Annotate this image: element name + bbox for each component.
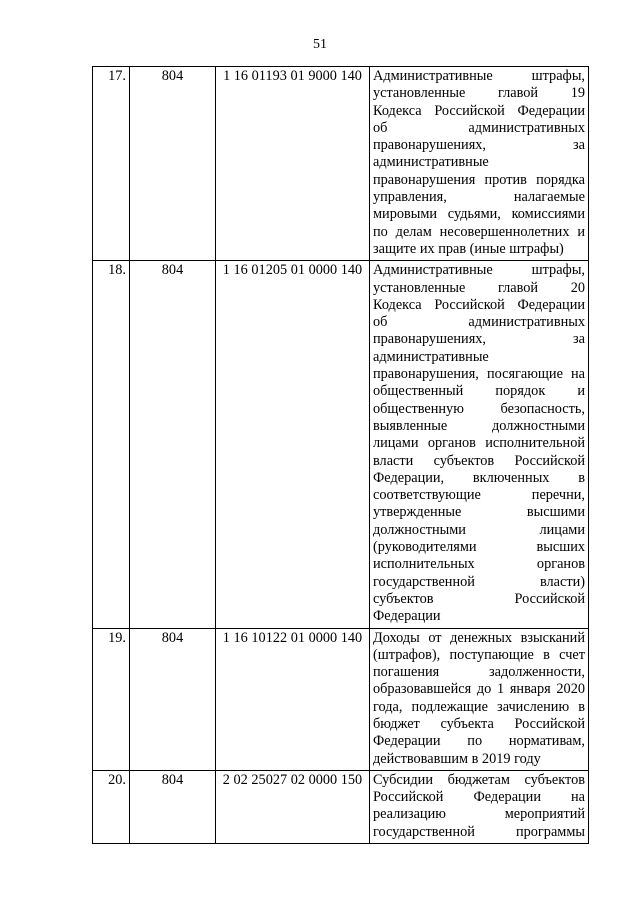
- row-number-cell: 20.: [93, 770, 130, 843]
- admin-code-cell: 804: [130, 261, 216, 628]
- description-line: об административных: [373, 314, 585, 331]
- description-line: защите их прав (иные штрафы): [373, 240, 564, 257]
- description-line: общественную безопасность,: [373, 400, 585, 417]
- description-line: управления, налагаемые: [373, 189, 585, 206]
- description-line: административные: [373, 154, 489, 171]
- description-line: мировыми судьями, комиссиями: [373, 206, 585, 223]
- description-line: государственной власти): [373, 573, 585, 590]
- description-line: правонарушениях, за: [373, 137, 585, 154]
- admin-code-cell: 804: [130, 628, 216, 770]
- table-row: [93, 770, 589, 843]
- description-line: власти субъектов Российской: [373, 452, 585, 469]
- page-number: 51: [313, 37, 327, 52]
- description-line: правонарушения против порядка: [373, 171, 585, 188]
- description-line: общественный порядок и: [373, 383, 585, 400]
- row-number-cell: 19.: [93, 628, 130, 770]
- description-line: реализацию мероприятий: [373, 806, 585, 823]
- admin-code-cell: 804: [130, 67, 216, 261]
- admin-code-cell: 804: [130, 770, 216, 843]
- description-line: государственной программы: [373, 823, 585, 840]
- description-line: об административных: [373, 119, 585, 136]
- budget-code-cell: 1 16 01205 01 0000 140: [216, 261, 370, 628]
- description-line: года, подлежащие зачислению в: [373, 698, 585, 715]
- table-row: [93, 261, 589, 628]
- description-line: установленные главой 20: [373, 279, 585, 296]
- table-row: [93, 628, 589, 770]
- description-line: правонарушения, посягающие на: [373, 366, 585, 383]
- description-cell: [370, 770, 589, 843]
- budget-code-cell: 2 02 25027 02 0000 150: [216, 770, 370, 843]
- description-line: образовавшейся до 1 января 2020: [373, 681, 585, 698]
- description-line: Федерации по нормативам,: [373, 733, 585, 750]
- budget-code-cell: 1 16 01193 01 9000 140: [216, 67, 370, 261]
- row-number-cell: 17.: [93, 67, 130, 261]
- table-body: [93, 67, 589, 844]
- description-line: Федерации: [373, 608, 441, 625]
- description-line: лицами органов исполнительной: [373, 435, 585, 452]
- description-line: Кодекса Российской Федерации: [373, 102, 585, 119]
- row-number-cell: 18.: [93, 261, 130, 628]
- description-line: Федерации, включенных в: [373, 469, 585, 486]
- description-line: Административные штрафы,: [373, 262, 585, 279]
- description-line: действовавшим в 2019 году: [373, 750, 541, 767]
- description-line: правонарушениях, за: [373, 331, 585, 348]
- description-line: (руководителями высших: [373, 539, 585, 556]
- description-line: выявленные должностными: [373, 417, 585, 434]
- description-line: должностными лицами: [373, 521, 585, 538]
- description-line: (штрафов), поступающие в счет: [373, 646, 585, 663]
- description-line: Доходы от денежных взысканий: [373, 629, 585, 646]
- description-line: погашения задолженности,: [373, 664, 585, 681]
- description-line: бюджет субъекта Российской: [373, 715, 585, 732]
- income-codes-table: [92, 66, 589, 844]
- description-line: по делам несовершеннолетних и: [373, 223, 585, 240]
- description-line: исполнительных органов: [373, 556, 585, 573]
- description-line: Административные штрафы,: [373, 68, 585, 84]
- description-cell: [370, 261, 589, 628]
- description-line: Субсидии бюджетам субъектов: [373, 771, 585, 788]
- description-line: соответствующие перечни,: [373, 487, 585, 504]
- description-cell: [370, 67, 589, 261]
- description-line: Кодекса Российской Федерации: [373, 296, 585, 313]
- table-row: [93, 67, 589, 261]
- description-line: административные: [373, 348, 489, 365]
- description-line: Российской Федерации на: [373, 789, 585, 806]
- description-line: субъектов Российской: [373, 590, 585, 607]
- description-line: установленные главой 19: [373, 85, 585, 102]
- budget-code-cell: 1 16 10122 01 0000 140: [216, 628, 370, 770]
- description-cell: [370, 628, 589, 770]
- description-line: утвержденные высшими: [373, 504, 585, 521]
